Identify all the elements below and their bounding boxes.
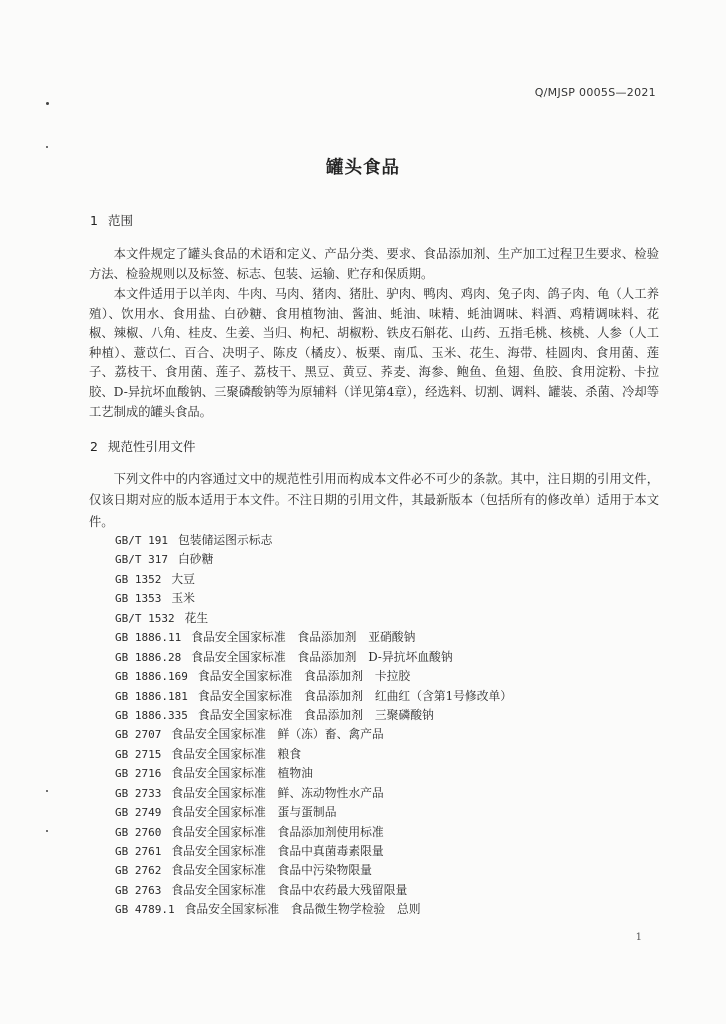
reference-title: 食品安全国家标准 食品添加剂使用标准 — [171, 824, 384, 839]
reference-title: 食品安全国家标准 粮食 — [171, 746, 302, 761]
reference-item — [115, 823, 512, 842]
reference-title: 食品安全国家标准 鲜、冻动物性水产品 — [171, 785, 384, 800]
section-number: 1 — [90, 213, 98, 228]
reference-item — [115, 900, 512, 919]
section-number: 2 — [90, 439, 98, 454]
scan-speck — [46, 102, 49, 105]
reference-code: GB 1886.181 — [115, 689, 188, 703]
reference-item — [115, 570, 512, 589]
reference-code: GB/T 317 — [115, 553, 168, 567]
reference-item — [115, 550, 512, 569]
reference-code: GB 1886.28 — [115, 650, 182, 664]
reference-item — [115, 589, 512, 608]
scope-paragraph-2: 本文件适用于以羊肉、牛肉、马肉、猪肉、猪肚、驴肉、鸭肉、鸡肉、兔子肉、鸽子肉、龟（人工养殖）、饮用水、食用盐、白砂糖、食用植物油、酱油、蚝油、味精、蚝油调味、料酒、鸡精调味料、花椒、辣椒、八角、桂皮、生姜、当归、枸杞、胡椒粉、铁皮石斛花、山药、五指毛桃、核桃、人参（人工种植）、薏苡仁、百合、决明子、陈皮（橘皮）、板栗、南瓜、玉米、花生、海带、桂圆肉、食用菌、莲子、荔枝干、食用菌、莲子、荔枝干、黑豆、黄豆、荞麦、海参、鲍鱼、鱼翅、鱼胶、食用淀粉、卡拉胶、D-异抗坏血酸钠、三聚磷酸钠等为原辅料（详见第4章），经选料、切割、调料、罐装、杀菌、冷却等 工艺制成的罐头食品。 — [89, 287, 659, 419]
reference-title: 食品安全国家标准 食品中真菌毒素限量 — [171, 844, 384, 858]
reference-title: 食品安全国家标准 鲜（冻）畜、禽产品 — [171, 727, 384, 742]
reference-item — [115, 531, 512, 550]
reference-item — [115, 687, 512, 706]
reference-title: 花生 — [184, 610, 209, 625]
reference-title: 食品安全国家标准 食品添加剂 红曲红（含第1号修改单） — [197, 688, 513, 703]
reference-code: GB 1886.335 — [115, 708, 188, 722]
reference-title: 食品安全国家标准 食品中农药最大残留限量 — [171, 882, 408, 897]
reference-code: GB 1353 — [115, 592, 162, 606]
reference-title: 大豆 — [171, 571, 195, 586]
reference-code: GB 1886.11 — [115, 631, 182, 645]
reference-item — [115, 667, 512, 686]
reference-title: 玉米 — [171, 591, 195, 606]
reference-item — [115, 706, 512, 725]
page-number: 1 — [635, 932, 642, 943]
reference-item — [115, 842, 512, 861]
reference-code: GB/T 1532 — [115, 611, 175, 625]
reference-code: GB/T 191 — [115, 534, 168, 547]
reference-title: 食品安全国家标准 食品添加剂 卡拉胶 — [197, 669, 411, 684]
reference-code: GB 2716 — [115, 767, 162, 781]
references-intro: 下列文件中的内容通过文中的规范性引用而构成本文件必不可少的条款。其中，注日期的引用文件，仅该日期对应的版本适用于本文件。不注日期的引用文件，其最新版本（包括所有的修改单）适用于本文件。 — [89, 472, 659, 529]
section-title: 规范性引用文件 — [108, 439, 196, 454]
reference-title: 食品安全国家标准 蛋与蛋制品 — [171, 805, 337, 820]
reference-code: GB 2762 — [115, 864, 162, 878]
scan-speck — [46, 790, 48, 792]
reference-title: 食品安全国家标准 食品添加剂 三聚磷酸钠 — [197, 707, 434, 722]
reference-item — [115, 609, 512, 628]
section-1-heading — [90, 211, 133, 229]
reference-code: GB 4789.1 — [115, 903, 175, 917]
reference-item — [115, 764, 512, 783]
reference-code: GB 2749 — [115, 806, 162, 820]
reference-title: 食品安全国家标准 食品添加剂 亚硝酸钠 — [191, 630, 416, 645]
reference-title: 食品安全国家标准 食品中污染物限量 — [171, 863, 372, 878]
reference-code: GB 2761 — [115, 845, 162, 858]
reference-code: GB 1886.169 — [115, 670, 188, 684]
document-title: 罐头食品 — [326, 158, 400, 178]
reference-item — [115, 803, 512, 822]
reference-code: GB 1352 — [115, 572, 162, 586]
reference-code: GB 2763 — [115, 883, 162, 897]
reference-title: 食品安全国家标准 植物油 — [171, 766, 313, 781]
reference-code: GB 2707 — [115, 728, 162, 742]
reference-code: GB 2715 — [115, 747, 162, 761]
section-title: 范围 — [108, 213, 134, 228]
reference-code: GB 2760 — [115, 825, 162, 839]
reference-title: 包装储运图示标志 — [177, 533, 273, 547]
scope-paragraph-1: 本文件规定了罐头食品的术语和定义、产品分类、要求、食品添加剂、生产加工过程卫生要求、检验方法、检验规则以及标签、标志、包装、运输、贮存和保质期。 — [89, 247, 659, 281]
scan-speck — [46, 146, 48, 148]
standard-code: Q/MJSP 0005S—2021 — [534, 86, 656, 99]
reference-item — [115, 648, 512, 667]
reference-item — [115, 725, 512, 744]
reference-title: 食品安全国家标准 食品添加剂 D-异抗坏血酸钠 — [191, 649, 453, 664]
scan-speck — [46, 830, 48, 832]
reference-item — [115, 628, 512, 647]
reference-title: 白砂糖 — [177, 552, 214, 567]
reference-code: GB 2733 — [115, 786, 162, 800]
reference-list — [115, 531, 512, 920]
reference-item — [115, 861, 512, 880]
reference-item — [115, 784, 512, 803]
reference-title: 食品安全国家标准 食品微生物学检验 总则 — [184, 902, 421, 917]
reference-item — [115, 881, 512, 900]
section-2-heading — [90, 437, 196, 455]
reference-item — [115, 745, 512, 764]
